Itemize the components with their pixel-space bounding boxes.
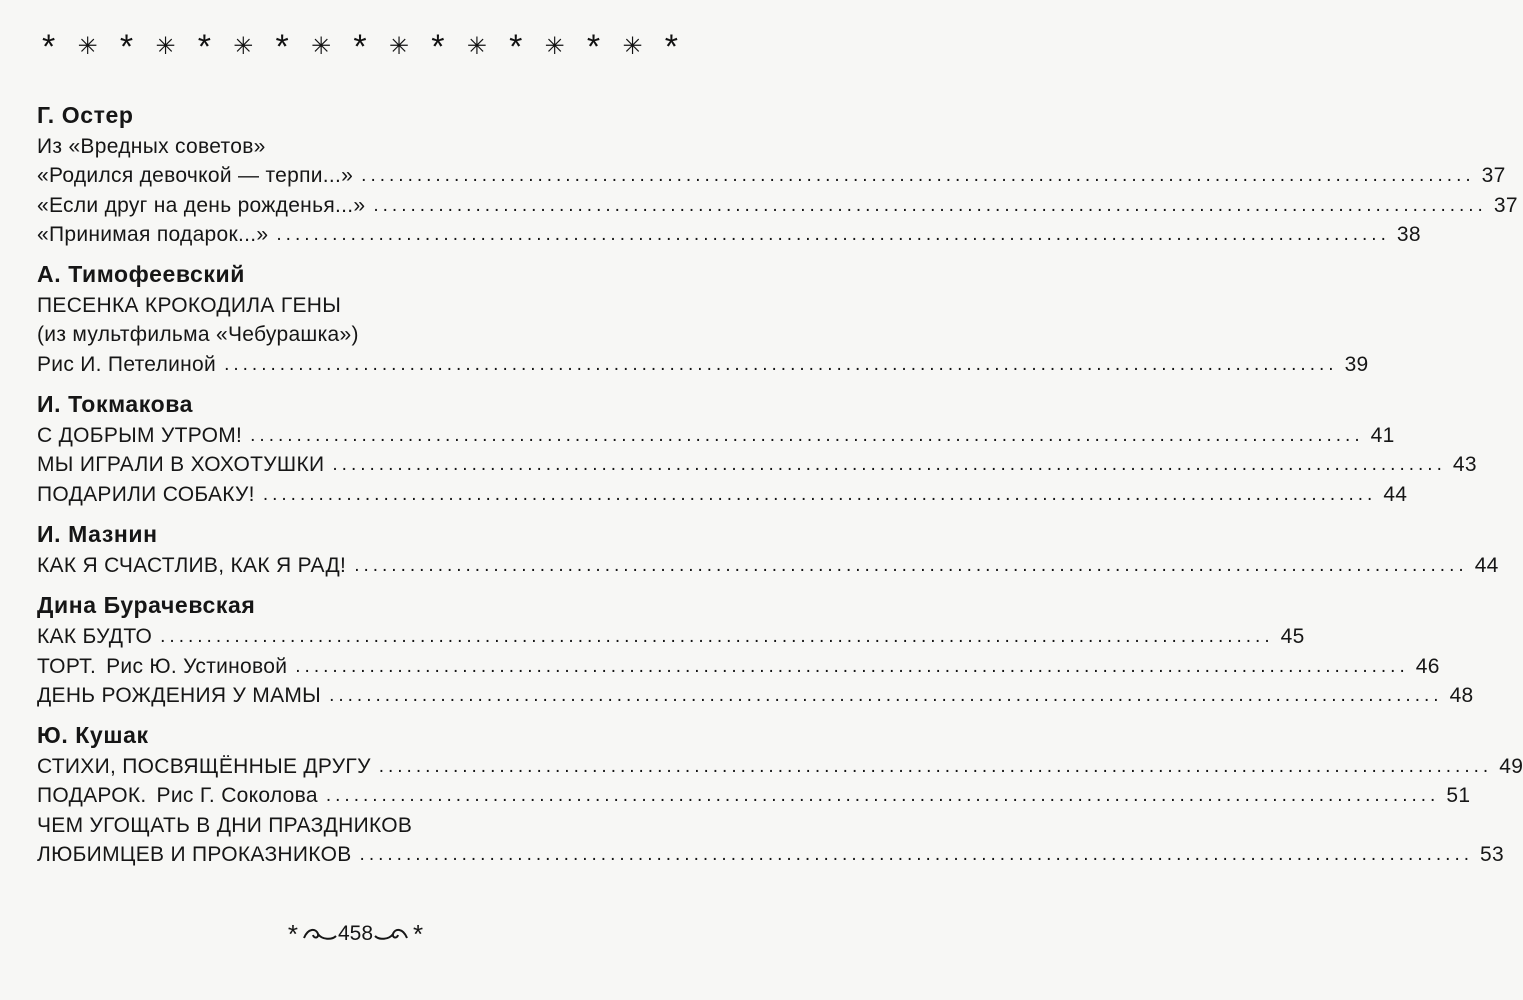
toc-entry-title-line: (из мультфильма «Чебурашка»)	[37, 323, 359, 347]
dot-leader: ........................................................................................................................	[354, 554, 1468, 576]
toc-section	[37, 588, 1474, 710]
star-icon: ✳	[544, 33, 565, 60]
toc-entry-illustrator: Рис Г. Соколова	[156, 784, 318, 808]
dot-leader: ........................................................................................................................	[276, 223, 1390, 245]
toc-entry	[37, 681, 1474, 710]
page-number: 458	[337, 922, 374, 945]
toc-entry	[37, 421, 1395, 450]
star-icon: ✳	[311, 33, 332, 60]
dot-leader: ........................................................................................................................	[359, 844, 1474, 866]
toc-entry	[37, 781, 1471, 810]
star-icon: *	[42, 28, 56, 66]
dot-leader: ........................................................................................................................	[160, 626, 1274, 648]
toc-entry-title: ЛЮБИМЦЕВ И ПРОКАЗНИКОВ	[37, 843, 352, 867]
star-icon: *	[586, 28, 601, 66]
toc-entry	[37, 622, 1305, 651]
author-heading: Дина Бурачевская	[37, 592, 256, 619]
toc-entry	[37, 161, 1506, 190]
dot-leader: ........................................................................................................................	[325, 785, 1440, 807]
author-heading: И. Токмакова	[37, 391, 194, 418]
toc-entry	[37, 652, 1440, 681]
star-icon: ✳	[155, 33, 176, 60]
author-heading: Ю. Кушак	[37, 722, 149, 749]
swirl-ornament-icon	[373, 926, 409, 942]
dot-leader: ........................................................................................................................	[373, 194, 1487, 216]
toc-entry-title: «Если друг на день рожденья...»	[37, 193, 366, 217]
toc-entry-page: 38	[1396, 222, 1421, 246]
toc-section	[37, 517, 1499, 580]
star-icon: *	[275, 28, 289, 66]
dot-leader: ........................................................................................................................	[224, 353, 1338, 375]
star-icon: ✳	[388, 33, 409, 60]
toc-entry-title: ДЕНЬ РОЖДЕНИЯ У МАМЫ	[37, 683, 322, 707]
toc-entry-title: СТИХИ, ПОСВЯЩЁННЫЕ ДРУГУ	[37, 755, 371, 779]
toc-entry-title: «Родился девочкой — терпи...»	[37, 164, 354, 188]
dot-leader: ........................................................................................................................	[250, 425, 1364, 447]
toc-section	[37, 257, 1369, 379]
star-icon: ✳	[77, 33, 98, 60]
toc-section	[37, 387, 1477, 509]
toc-entry-page: 48	[1449, 683, 1474, 707]
toc-entry	[37, 220, 1421, 249]
toc-entry	[37, 191, 1518, 220]
author-heading: А. Тимофеевский	[37, 261, 246, 288]
toc-entry-page: 44	[1383, 482, 1408, 506]
toc-entry-title-line: ПЕСЕНКА КРОКОДИЛА ГЕНЫ	[37, 294, 342, 318]
toc-entry	[37, 840, 1505, 869]
toc-entry-page: 37	[1493, 193, 1518, 217]
toc-section	[37, 718, 1523, 869]
page-footer	[0, 916, 711, 952]
star-icon: *	[413, 919, 424, 949]
dot-leader: ........................................................................................................................	[378, 756, 1493, 778]
toc-entry	[37, 350, 1369, 379]
toc-entry	[37, 480, 1408, 509]
toc-entry	[37, 450, 1477, 479]
toc-entry-title: Рис И. Петелиной	[37, 352, 217, 376]
star-icon: *	[353, 28, 367, 66]
toc-entry-page: 37	[1481, 164, 1506, 188]
star-ornament-row	[42, 28, 678, 66]
toc-entry-page: 51	[1446, 784, 1471, 808]
swirl-ornament-icon	[302, 926, 338, 942]
toc-entry-page: 49	[1499, 755, 1523, 779]
toc-entry-title: ПОДАРИЛИ СОБАКУ!	[37, 482, 255, 506]
star-icon: ✳	[622, 33, 643, 60]
toc-entry-title: МЫ ИГРАЛИ В ХОХОТУШКИ	[37, 453, 325, 477]
toc-entry-title: «Принимая подарок...»	[37, 222, 269, 246]
toc-entry-title: КАК Я СЧАСТЛИВ, КАК Я РАД!	[37, 553, 347, 577]
dot-leader: ........................................................................................................................	[329, 684, 1443, 706]
dot-leader: ........................................................................................................................	[295, 655, 1409, 677]
dot-leader: ........................................................................................................................	[262, 483, 1377, 505]
toc-entry-title: ПОДАРОК.	[37, 784, 147, 808]
toc-entry-page: 39	[1344, 352, 1369, 376]
star-icon: *	[431, 28, 445, 66]
toc-entry-title-line: Из «Вредных советов»	[37, 135, 266, 158]
star-icon: *	[119, 28, 134, 66]
author-heading: Г. Остер	[37, 102, 134, 128]
star-icon: *	[664, 28, 678, 66]
toc-entry-title-line: ЧЕМ УГОЩАТЬ В ДНИ ПРАЗДНИКОВ	[37, 813, 413, 837]
toc-entry-page: 45	[1280, 625, 1305, 649]
toc-entry-title: С ДОБРЫМ УТРОМ!	[37, 424, 243, 448]
star-icon: *	[509, 28, 523, 66]
dot-leader: ........................................................................................................................	[332, 454, 1446, 476]
toc-entry-page: 44	[1474, 553, 1499, 577]
star-icon: *	[287, 919, 298, 949]
toc-entry-page: 41	[1370, 424, 1395, 448]
star-icon: ✳	[233, 33, 254, 60]
dot-leader: ........................................................................................................................	[361, 165, 1475, 187]
toc-entry-title: КАК БУДТО	[37, 625, 153, 649]
table-of-contents	[37, 98, 1523, 869]
toc-entry-page: 43	[1452, 453, 1477, 477]
toc-entry-illustrator: Рис Ю. Устиновой	[106, 654, 288, 678]
toc-entry-page: 46	[1415, 654, 1440, 678]
star-icon: *	[197, 28, 211, 66]
toc-entry	[37, 752, 1523, 781]
author-heading: И. Мазнин	[37, 520, 158, 547]
toc-entry	[37, 551, 1499, 580]
toc-entry-title: ТОРТ.	[37, 654, 97, 678]
star-icon: ✳	[466, 33, 487, 60]
toc-section	[37, 98, 1518, 249]
toc-entry-page: 53	[1480, 843, 1505, 867]
